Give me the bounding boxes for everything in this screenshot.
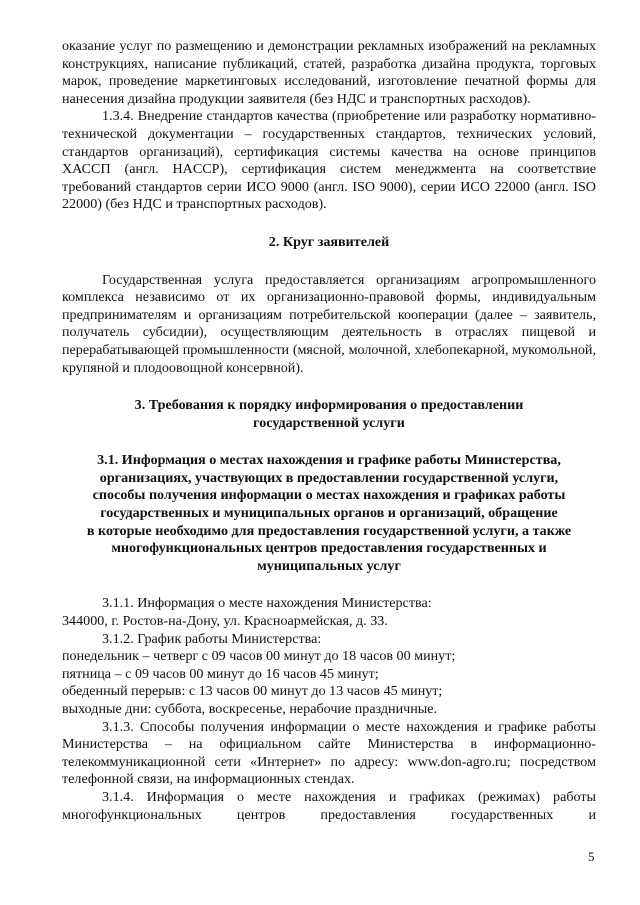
section-heading-3-line: 3. Требования к порядку информирования о предоставлении: [134, 397, 524, 414]
page-number: 5: [588, 849, 595, 864]
subsection-heading-line: организациях, участвующих в предоставлении государственной услуги,: [99, 469, 559, 486]
paragraph-3-1-4: 3.1.4. Информация о месте нахождения и графиках (режимах) работы многофункциональных центров предоставления государственных и: [62, 788, 596, 823]
item-3-1-2: 3.1.2. График работы Министерства:: [102, 630, 322, 647]
paragraph-1-3-4: 1.3.4. Внедрение стандартов качества (приобретение или разработку нормативно-технической документации – государственных стандартов, технических условий, стандартов организаций), сертификация системы качества на основе принципов ХАССП (англ. HACCP), сертификация систем менеджмента на соответствие требований стандартов серии ИСО 9000 (англ. ISO 9000), серии ИСО 22000 (англ. ISO 22000) (без НДС и транспортных расходов).: [62, 108, 596, 213]
page-body: [62, 38, 596, 824]
subsection-heading-line: государственных и муниципальных органов и организаций, обращение: [100, 505, 558, 522]
section-heading-3: [62, 397, 596, 432]
item-3-1-1: 3.1.1. Информация о месте нахождения Министерства:: [102, 595, 432, 612]
ministry-address: 344000, г. Ростов-на-Дону, ул. Красноармейская, д. 33.: [62, 613, 388, 630]
section-heading-2: 2. Круг заявителей: [268, 233, 390, 250]
schedule-lunch-break: обеденный перерыв: с 13 часов 00 минут до 13 часов 45 минут;: [62, 683, 443, 700]
schedule-friday: пятница – с 09 часов 00 минут до 16 часов 45 минут;: [62, 665, 379, 682]
subsection-heading-3-1: [62, 452, 596, 575]
subsection-heading-line: способы получения информации о местах нахождения и графиках работы: [92, 487, 566, 504]
schedule-mon-thu: понедельник – четверг с 09 часов 00 минут до 18 часов 00 минут;: [62, 648, 456, 665]
paragraph-3-1-3: 3.1.3. Способы получения информации о месте нахождения и графике работы Министерства – на официальном сайте Министерства в информационно-телекоммуникационной сети «Интернет» по адресу: www.don-agro.ru; посредством телефонной связи, на информационных стендах.: [62, 718, 596, 788]
paragraph-services-continued: оказание услуг по размещению и демонстрации рекламных изображений на рекламных конструкциях, написание публикаций, статей, разработка дизайна продукта, торговых марок, проведение маркетинговых исследований, изготовление печатной формы для нанесения дизайна продукции заявителя (без НДС и транспортных расходов).: [62, 38, 596, 107]
subsection-heading-line: в которые необходимо для предоставления государственной услуги, а также: [86, 522, 572, 539]
section-heading-3-line: государственной услуги: [253, 414, 405, 431]
paragraph-applicants: Государственная услуга предоставляется организациям агропромышленного комплекса независимо от их организационно-правовой формы, индивидуальным предпринимателям и организациям потребительской кооперации (далее – заявитель, получатель субсидии), осуществляющим деятельность в отраслях пищевой и перерабатывающей промышленности (мясной, молочной, хлебопекарной, мукомольной, крупяной и плодоовощной консервной).: [62, 271, 596, 376]
subsection-heading-line: муниципальных услуг: [257, 557, 401, 574]
subsection-heading-line: многофункциональных центров предоставления государственных и: [111, 540, 547, 557]
subsection-heading-line: 3.1. Информация о местах нахождения и графике работы Министерства,: [97, 452, 561, 469]
schedule-days-off: выходные дни: суббота, воскресенье, нерабочие праздничные.: [62, 701, 438, 717]
